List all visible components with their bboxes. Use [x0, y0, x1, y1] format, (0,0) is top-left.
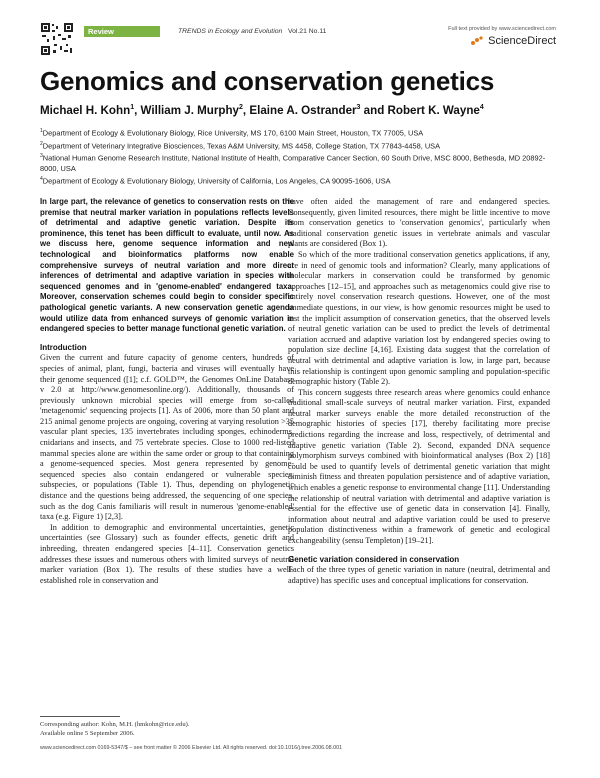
- author-name: Robert K. Wayne: [387, 104, 480, 117]
- qr-code-icon: [40, 22, 74, 56]
- journal-citation: [178, 28, 326, 35]
- section-heading: Introduction: [40, 342, 87, 352]
- footnote-divider: [40, 716, 120, 717]
- author-affil-number: 4: [479, 104, 484, 112]
- affiliation-text: Department of Ecology & Evolutionary Biology, University of California, Los Angeles, CA 90095-1606, USA: [42, 176, 391, 186]
- affiliation: [40, 126, 560, 139]
- body-paragraph: This concern suggests three research areas where genomics could enhance traditional small-scale surveys of neutral marker variation. First, expanded neutral marker surveys enable the more detailed reconstruction of the demographic histories of species [17], thereby facilitating more precise predictions regarding the increase and loss, respectively, of detrimental and adaptive genetic variation (Table 2). Second, expanded DNA sequence polymorphism surveys combined with bioinformatical analyses (Box 2) [18] could be used to quantify levels of detrimental genetic variation that might diminish fitness and threaten population persistence and of adaptive variation, which enables a genetic response to environmental change [11]. Understanding the relationship of neutral variation with detrimental and adaptive variation is essential for the effective use of genetic data in conservation [4]. Finally, information about neutral and adaptive variation could be used to preserve population distinctiveness within a framework of genetic and ecological exchangeability (sensu Templeton) [19–21].: [288, 387, 550, 545]
- abstract: In large part, the relevance of genetics to conservation rests on the premise that neutral marker variation in populations reflects levels of detrimental and adaptive genetic variation. Despite its prominence, this tenet has been difficult to evaluate, until now. As we discuss here, genome sequence information and new technological and bioinformatics platforms now enable comprehensive surveys of neutral variation and more direct inferences of detrimental and adaptive variation in species with sequenced genomes and in 'genome-enabled' endangered taxa. Moreover, conservation schemes could begin to consider specific pathological genetic variants. A new conservation genetic agenda would utilize data from enhanced surveys of genomic variation in endangered species to better manage functional genetic variation.: [40, 197, 294, 334]
- author-affil-number: 1: [130, 104, 135, 112]
- sciencedirect-label: ScienceDirect: [488, 35, 556, 47]
- section-heading: Genetic variation considered in conservation: [288, 554, 460, 564]
- journal-volume: Vol.21 No.11: [287, 28, 327, 35]
- article-title: Genomics and conservation genetics: [40, 66, 495, 96]
- sciencedirect-dots-icon: [470, 36, 484, 46]
- available-online: Available online 5 September 2006.: [40, 730, 135, 737]
- left-column: [40, 197, 294, 586]
- right-column: [288, 197, 550, 586]
- affiliation-number: 3: [40, 153, 43, 160]
- body-paragraph: In addition to demographic and environmental uncertainties, genetic uncertainties (see Glossary) such as founder effects, genetic drift and inbreeding, threaten endangered species [4–11]. Conservation genetics addresses these issues and numerous others with limited surveys of neutral marker variation (Box 1). The results of these studies have a well-established role in conservation and: [40, 522, 294, 585]
- body-paragraph: have often aided the management of rare and endangered species. Consequently, given limited resources, there might be little incentive to move from conservation genetics to 'conservation genomics', particularly when traditional conservation genetic issues in vertebrate animals and vascular plants are considered (Box 1).: [288, 197, 550, 249]
- affiliation-number: 2: [40, 140, 43, 147]
- body-paragraph: Given the current and future capacity of genome centers, hundreds of species of animal, plant, fungi, bacteria and viruses will eventually have their genome sequenced ([1]; c.f. GOLD™, the Genomes OnLine Database v 2.0 at http://www.genomesonline.org/). Additionally, thousands of previously unknown microbial species will emerge from so-called 'metagenomic' sequencing projects [1]. As of 2006, more than 50 plant and 215 animal genome projects are ongoing, covering at varying resolution >35 vascular plant species, 135 invertebrates including sponges, echinoderms, cnidarians and insects, and 75 vertebrate species. Close to 1000 red-listed mammal species alone are within the same order or group to that containing a genome-sequenced species. Most genera represented by genome-sequenced species also contain endangered or vulnerable species, subspecies, or populations (Table 1). Thus, depending on phylogenetic distance and the questions being addressed, the sequencing of one species, such as the dog Canis familiaris will result in numerous 'genome-enabled' taxa (e.g. Figure 1) [2,3].: [40, 353, 294, 522]
- affiliation-text: National Human Genome Research Institute, National Institute of Health, Comparative Cancer Section, 60 South Drive, MSC 8000, Bethesda, MD 20892-8000, USA: [40, 153, 546, 174]
- corresponding-author: Corresponding author: Kohn, M.H. (hmkohn@rice.edu).: [40, 721, 190, 728]
- affiliation-number: 1: [40, 128, 43, 134]
- affiliation-text: Department of Ecology & Evolutionary Biology, Rice University, MS 170, 6100 Main Street, Houston, TX 77005, USA: [42, 128, 424, 138]
- author-name: William J. Murphy: [140, 104, 240, 117]
- affiliation: [40, 151, 560, 174]
- author-affil-number: 2: [239, 104, 243, 112]
- body-paragraph: Each of the three types of genetic variation in nature (neutral, detrimental and adaptive) has specific uses and conceptual implications for conservation.: [288, 565, 550, 585]
- page-footer: www.sciencedirect.com 0169-5347/$ – see front matter © 2006 Elsevier Ltd. All rights reserved. doi:10.1016/j.tree.2006.08.001: [40, 745, 343, 751]
- affiliation-list: [40, 126, 560, 187]
- affiliation: [40, 174, 560, 187]
- sciencedirect-logo[interactable]: [470, 35, 556, 47]
- footnote: [40, 720, 290, 738]
- author-name: Elaine A. Ostrander: [249, 104, 357, 117]
- author-separator: ,: [242, 104, 250, 117]
- author-name: Michael H. Kohn: [40, 104, 131, 117]
- journal-name: TRENDS in Ecology and Evolution: [178, 28, 283, 35]
- author-list: [40, 104, 484, 117]
- author-separator: ,: [134, 104, 141, 117]
- author-affil-number: 3: [356, 104, 361, 112]
- author-conjunction: and: [360, 104, 388, 117]
- affiliation: [40, 139, 560, 152]
- section-tag: Review: [84, 26, 160, 37]
- fulltext-note: Full text provided by www.sciencedirect.com: [448, 26, 556, 32]
- affiliation-text: Department of Veterinary Integrative Biosciences, Texas A&M University, MS 4458, College Station, TX 77843-4458, USA: [42, 141, 441, 151]
- affiliation-number: 4: [40, 176, 43, 183]
- body-paragraph: So which of the more traditional conservation genetics applications, if any, are in need of genomic tools and information? Clearly, many applications of molecular markers in conservation could be transformed by genomic approaches [12–15], and approaches such as metagenomics could give rise to entirely novel conservation research questions. However, one of the most immediate questions, in our view, is how genomic resources might be used to test the implicit assumption of conservation genetics, that the observed levels of neutral genetic variation can be used to predict the levels of detrimental variation accrued and adaptive variation lost by endangered species owing to population size decline [4,16]. Existing data suggest that the correlation of neutral with detrimental and adaptive variation is low, in large part, because this relationship is contingent upon genomic sampling and population-specific demographic history (Table 2).: [288, 249, 550, 387]
